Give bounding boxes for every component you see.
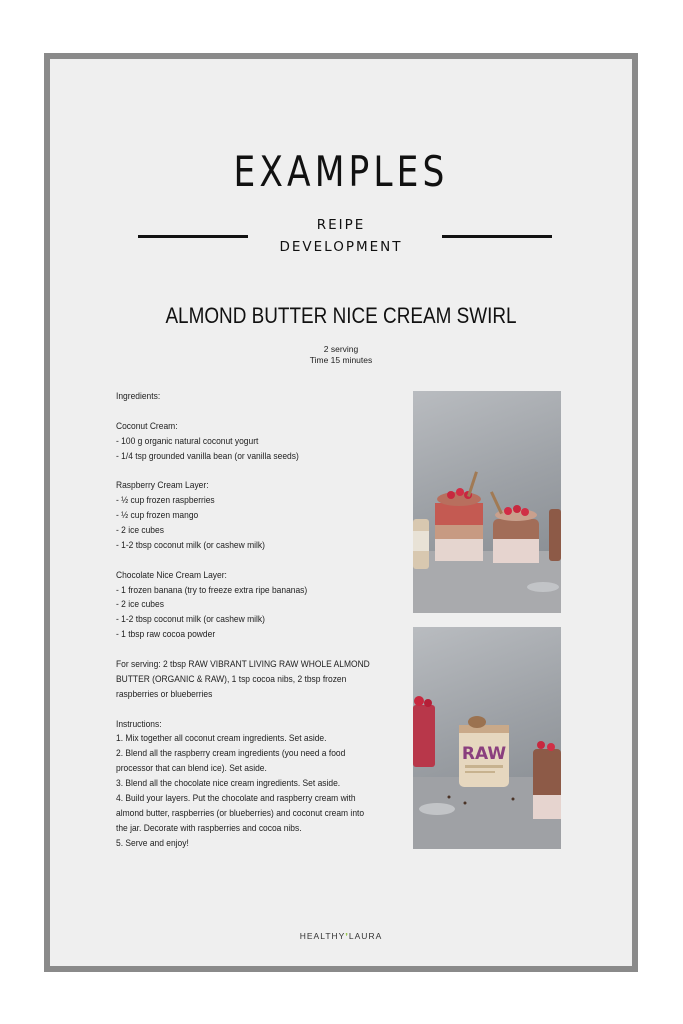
recipe-line: BUTTER (ORGANIC & RAW), 1 tsp cocoa nibs, 2 tbsp frozen [116, 673, 347, 684]
recipe-body [116, 389, 406, 851]
recipe-line: - 1 tbsp raw cocoa powder [116, 629, 216, 640]
line-gap [116, 553, 406, 568]
recipe-line: Chocolate Nice Cream Layer: [116, 569, 227, 580]
recipe-line: - 1/4 tsp grounded vanilla bean (or vanilla seeds) [116, 450, 299, 461]
recipe-line: - ½ cup frozen raspberries [116, 495, 215, 506]
recipe-line: almond butter, raspberries (or blueberries) and coconut cream into [116, 807, 365, 818]
recipe-line: - 1-2 tbsp coconut milk (or cashew milk) [116, 614, 265, 625]
right-divider [442, 235, 552, 238]
recipe-line: 4. Build your layers. Put the chocolate and raspberry cream with [116, 793, 356, 804]
brand-right: LAURA [348, 931, 383, 941]
left-divider [138, 235, 248, 238]
recipe-line: the jar. Decorate with raspberries and cocoa nibs. [116, 822, 302, 833]
jar-label-text: RAW [461, 744, 507, 764]
leaf-icon: ❜ [345, 932, 349, 941]
brand-left: HEALTHY [299, 931, 346, 941]
recipe-title: ALMOND BUTTER NICE CREAM SWIRL [165, 303, 517, 328]
recipe-line: 1. Mix together all coconut cream ingredients. Set aside. [116, 733, 327, 744]
line-gap [116, 463, 406, 478]
line-gap [116, 642, 406, 657]
recipe-line: - 1 frozen banana (try to freeze extra ripe bananas) [116, 584, 308, 595]
brand-footer [50, 931, 632, 941]
recipe-line: - 2 ice cubes [116, 599, 164, 610]
recipe-line: - 2 ice cubes [116, 525, 164, 536]
recipe-line: - 100 g organic natural coconut yogurt [116, 435, 259, 446]
photo-jars-front [413, 391, 561, 613]
subtitle-line-2: DEVELOPMENT [279, 239, 403, 255]
recipe-line: Ingredients: [116, 391, 161, 401]
recipe-line: 5. Serve and enjoy! [116, 837, 189, 848]
line-gap [116, 404, 406, 419]
recipe-line: 3. Blend all the chocolate nice cream ingredients. Set aside. [116, 778, 341, 789]
recipe-line: raspberries or blueberries [116, 688, 213, 699]
subtitle-line-1: REIPE [316, 217, 366, 233]
recipe-line: For serving: 2 tbsp RAW VIBRANT LIVING RAW WHOLE ALMOND [116, 659, 370, 670]
recipe-line: processor that can blend ice). Set aside. [116, 763, 267, 774]
recipe-line: Instructions: [116, 718, 162, 729]
recipe-line: - 1-2 tbsp coconut milk (or cashew milk) [116, 539, 265, 550]
recipe-line: Raspberry Cream Layer: [116, 480, 209, 491]
prep-time: Time 15 minutes [309, 355, 373, 365]
recipe-card [44, 53, 638, 972]
recipe-line: 2. Blend all the raspberry cream ingredients (you need a food [116, 748, 346, 759]
page-heading: EXAMPLES [233, 147, 449, 196]
servings: 2 serving [323, 344, 359, 354]
photo-almond-butter-jar [413, 627, 561, 849]
recipe-line: Coconut Cream: [116, 420, 178, 431]
recipe-line: - ½ cup frozen mango [116, 510, 199, 521]
line-gap [116, 702, 406, 717]
